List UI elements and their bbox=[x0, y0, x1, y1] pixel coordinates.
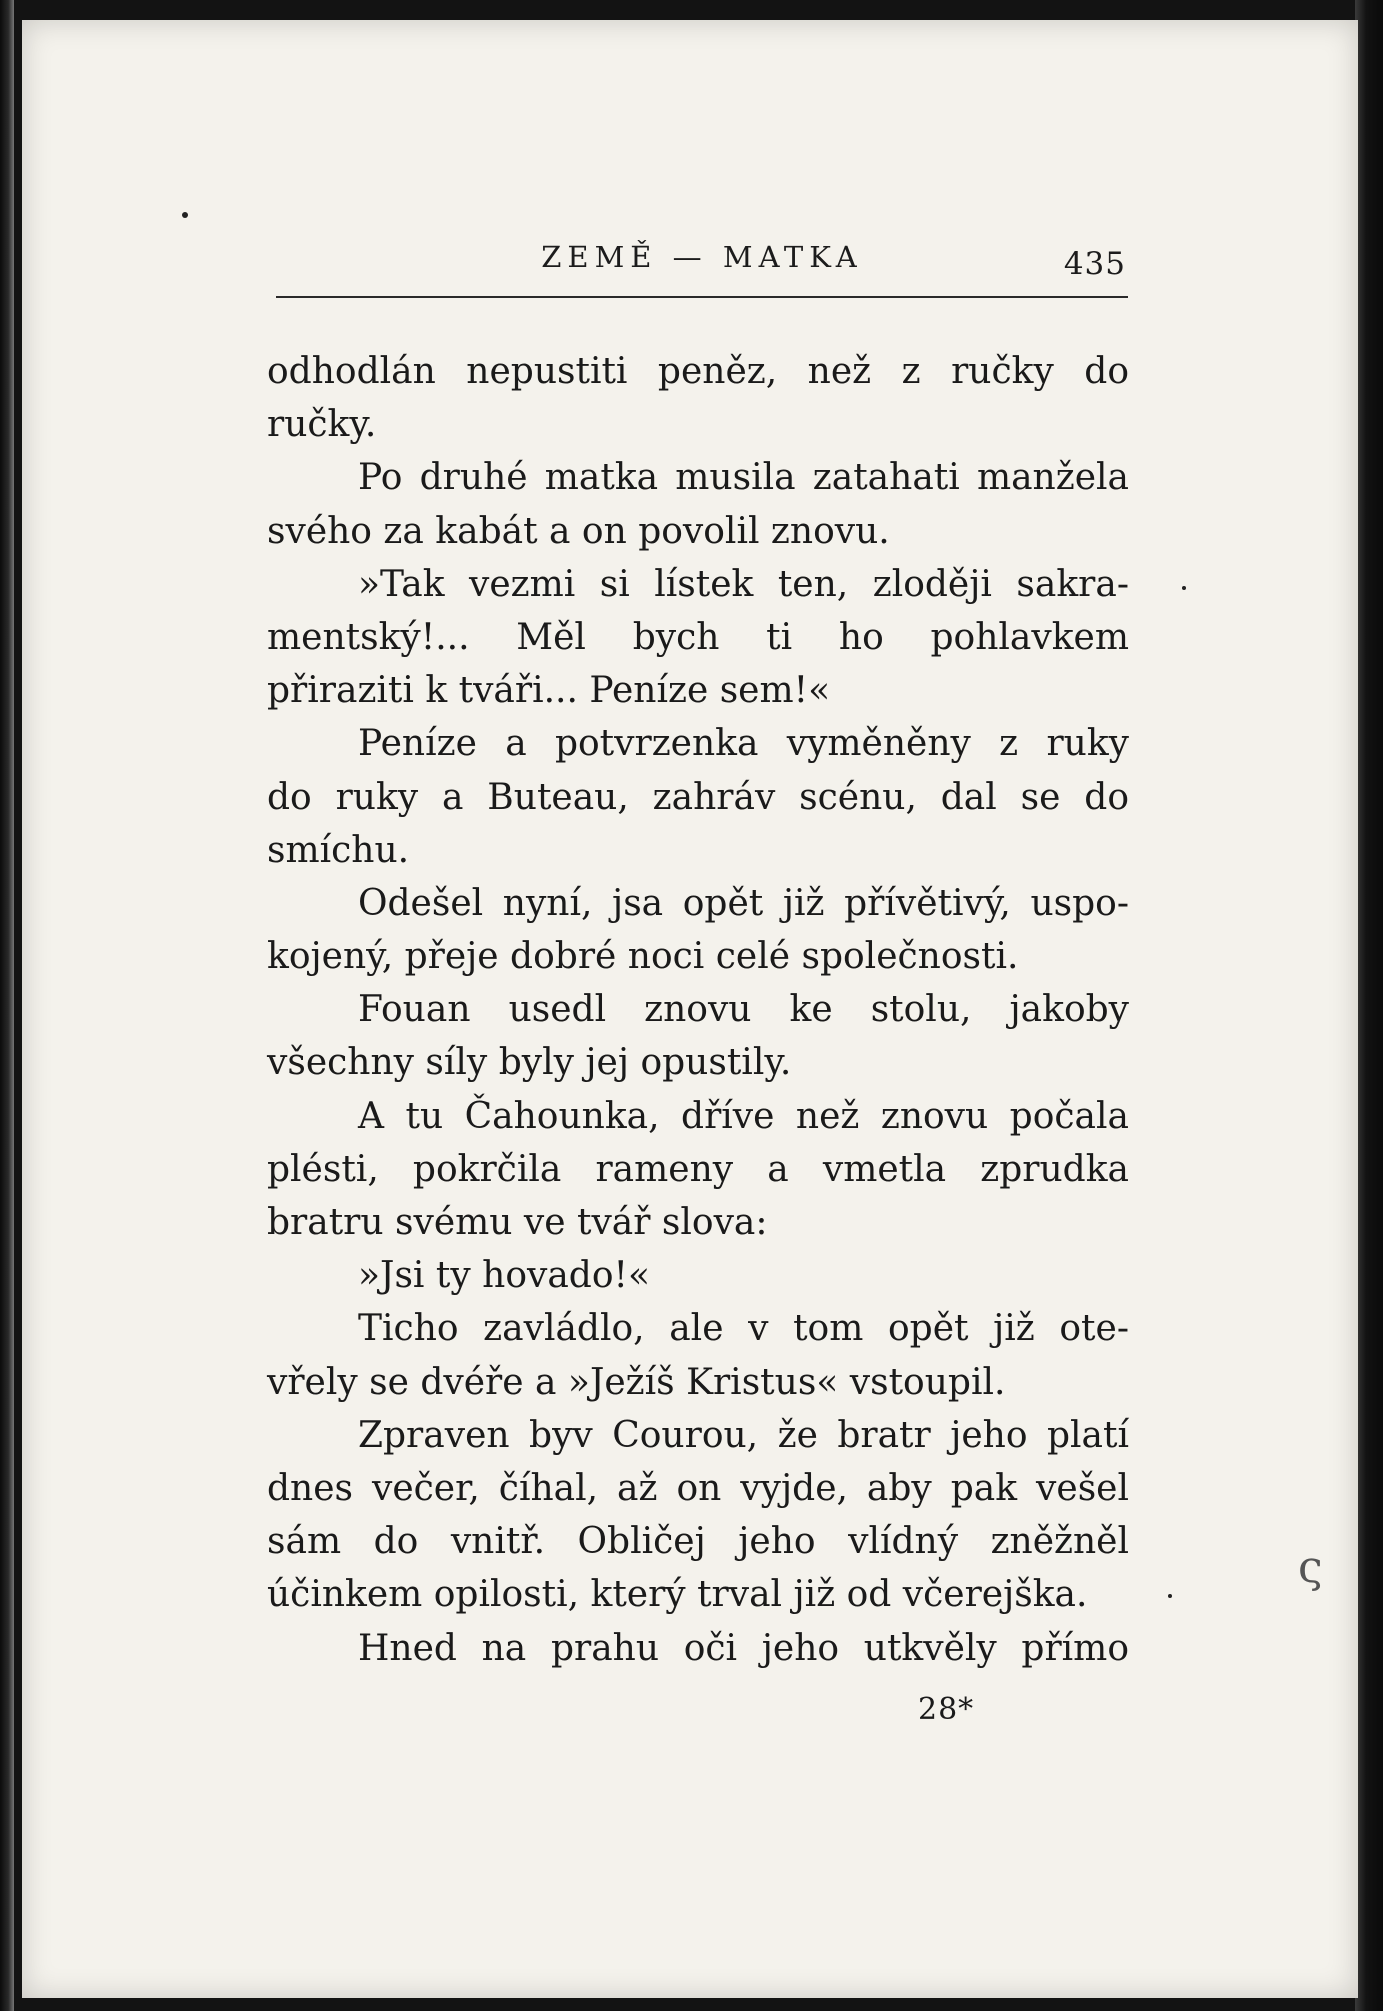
text-line: Zpraven byv Courou, že bratr jeho platí bbox=[358, 1414, 1129, 1456]
text-line: »Tak vezmi si lístek ten, zloději sakra- bbox=[358, 563, 1129, 605]
page-header bbox=[276, 232, 1128, 292]
body-text bbox=[267, 345, 1129, 1675]
text-line: dnes večer, číhal, až on vyjde, aby pak vešel bbox=[267, 1467, 1129, 1509]
dust-speck bbox=[1182, 586, 1186, 590]
text-line: do ruky a Buteau, zahráv scénu, dal se do bbox=[267, 776, 1129, 818]
text-line: účinkem opilosti, který trval již od včerejška. bbox=[267, 1574, 1088, 1616]
text-line: ručky. bbox=[267, 404, 377, 446]
text-line: všechny síly byly jej opustily. bbox=[267, 1042, 792, 1084]
dust-speck bbox=[1168, 1594, 1172, 1598]
text-line: A tu Čahounka, dříve než znovu počala bbox=[358, 1095, 1129, 1137]
running-title: ZEMĚ — MATKA bbox=[541, 240, 863, 274]
dust-speck bbox=[182, 212, 188, 218]
text-line: Ticho zavládlo, ale v tom opět již ote- bbox=[358, 1308, 1129, 1350]
text-line: vřely se dvéře a »Ježíš Kristus« vstoupil. bbox=[267, 1361, 1006, 1403]
text-line: smíchu. bbox=[267, 829, 410, 871]
text-line: »Jsi ty hovado!« bbox=[358, 1255, 651, 1297]
text-line: sám do vnitř. Obličej jeho vlídný zněžněl bbox=[267, 1521, 1129, 1563]
book-spine-shadow bbox=[0, 0, 14, 2011]
margin-pencil-mark: ς bbox=[1298, 1542, 1323, 1593]
text-line: Peníze a potvrzenka vyměněny z ruky bbox=[358, 723, 1129, 765]
text-line: Po druhé matka musila zatahati manžela bbox=[358, 457, 1129, 499]
text-line: Fouan usedl znovu ke stolu, jakoby bbox=[358, 989, 1129, 1031]
text-line: bratru svému ve tvář slova: bbox=[267, 1202, 768, 1243]
text-line: kojený, přeje dobré noci celé společnosti. bbox=[267, 936, 1019, 978]
text-line: mentský!... Měl bych ti ho pohlavkem bbox=[267, 616, 1129, 658]
page-number: 435 bbox=[1063, 246, 1126, 282]
text-line: plésti, pokrčila rameny a vmetla zprudka bbox=[267, 1148, 1129, 1190]
text-line: přiraziti k tváři... Peníze sem!« bbox=[267, 670, 831, 712]
scan-edge-shadow bbox=[1355, 0, 1383, 2011]
printer-signature: 28* bbox=[918, 1692, 975, 1727]
text-line: Hned na prahu oči jeho utkvěly přímo bbox=[358, 1627, 1129, 1669]
text-line: Odešel nyní, jsa opět již přívětivý, uspo- bbox=[358, 882, 1129, 924]
header-rule bbox=[276, 296, 1128, 298]
text-line: svého za kabát a on povolil znovu. bbox=[267, 510, 890, 552]
text-line: odhodlán nepustiti peněz, než z ručky do bbox=[267, 351, 1129, 392]
